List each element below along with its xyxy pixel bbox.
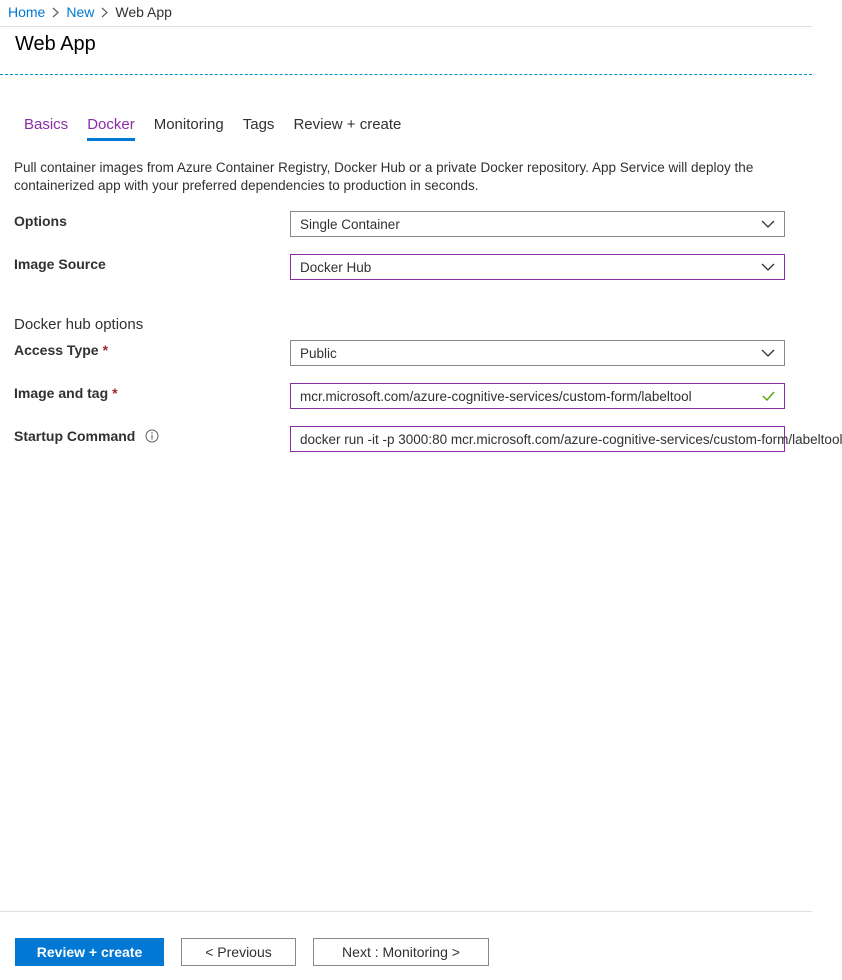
startup-command-label [14,428,159,444]
checkmark-icon [762,391,775,401]
chevron-down-icon [761,263,775,271]
breadcrumb-home-link[interactable]: Home [8,4,46,20]
footer-divider [0,911,812,912]
options-value: Single Container [300,216,400,232]
tab-monitoring[interactable]: Monitoring [153,116,224,133]
options-dropdown[interactable] [290,211,785,237]
image-tag-label-text: Image and tag [14,385,109,401]
image-source-label [14,256,106,272]
breadcrumb [8,3,172,21]
info-icon[interactable] [145,429,159,443]
page-title: Web App [15,33,96,55]
tab-tags[interactable]: Tags [242,116,275,133]
required-marker: * [112,385,118,401]
breadcrumb-new-link[interactable]: New [66,4,95,20]
startup-command-label-text: Startup Command [14,428,136,444]
image-source-dropdown[interactable] [290,254,785,280]
startup-command-input[interactable] [290,426,842,452]
tab-basics[interactable]: Basics [24,116,69,133]
image-tag-value: mcr.microsoft.com/azure-cognitive-services/custom-form/labeltool [300,388,692,404]
wizard-tabs [24,115,420,143]
chevron-down-icon [761,349,775,357]
next-monitoring-button[interactable]: Next : Monitoring > [313,938,489,966]
image-tag-label [14,385,118,401]
image-source-value: Docker Hub [300,259,372,275]
breadcrumb-current: Web App [115,4,172,20]
options-label [14,213,67,229]
previous-button[interactable]: < Previous [181,938,296,966]
access-type-label-text: Access Type [14,342,99,358]
image-source-label-text: Image Source [14,256,106,272]
access-type-dropdown[interactable] [290,340,785,366]
title-divider [0,74,812,75]
tab-review-create[interactable]: Review + create [293,116,402,133]
docker-description: Pull container images from Azure Container Registry, Docker Hub or a private Docker repository. App Service will deploy the containerized app with your preferred dependencies to production in seconds. [14,160,754,193]
image-tag-input[interactable] [290,383,785,409]
docker-hub-options-heading: Docker hub options [14,316,144,333]
startup-command-value: docker run -it -p 3000:80 mcr.microsoft.com/azure-cognitive-services/custom-form/labeltool [300,431,842,447]
options-label-text: Options [14,213,67,229]
header-divider [0,26,812,27]
chevron-down-icon [761,220,775,228]
tab-docker[interactable]: Docker [87,115,135,141]
access-type-label [14,342,108,358]
chevron-right-icon [101,7,108,18]
access-type-value: Public [300,345,337,361]
review-create-button[interactable]: Review + create [15,938,164,966]
required-marker: * [102,342,109,358]
chevron-right-icon [52,7,59,18]
